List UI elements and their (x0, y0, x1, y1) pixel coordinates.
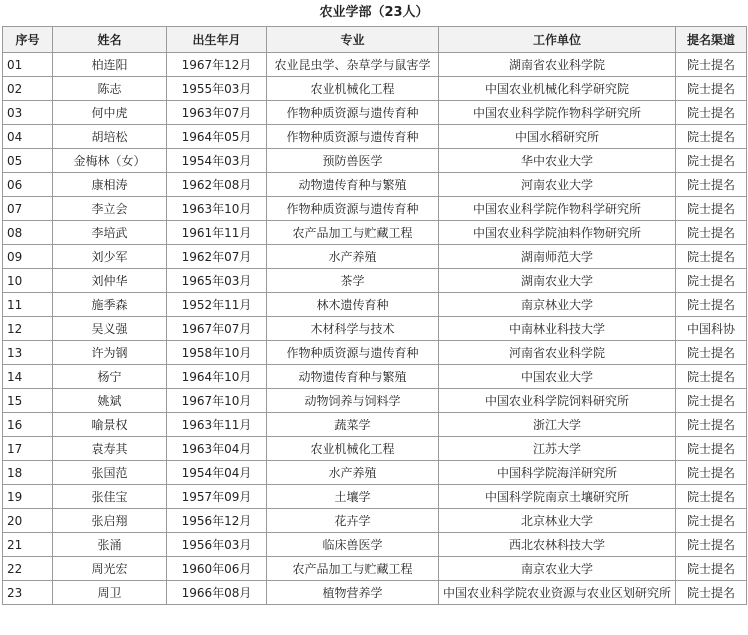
cell-name: 刘仲华 (53, 269, 167, 293)
cell-index: 23 (3, 581, 53, 605)
cell-name: 康相涛 (53, 173, 167, 197)
cell-birth: 1952年11月 (167, 293, 267, 317)
table-row (3, 101, 747, 125)
table-row (3, 557, 747, 581)
cell-channel: 院士提名 (676, 269, 747, 293)
table-row (3, 245, 747, 269)
cell-birth: 1962年08月 (167, 173, 267, 197)
cell-channel: 院士提名 (676, 365, 747, 389)
cell-unit: 中国农业科学院农业资源与农业区划研究所 (439, 581, 676, 605)
cell-birth: 1965年03月 (167, 269, 267, 293)
cell-major: 动物饲养与饲料学 (267, 389, 439, 413)
cell-unit: 南京农业大学 (439, 557, 676, 581)
table-row (3, 149, 747, 173)
cell-unit: 江苏大学 (439, 437, 676, 461)
cell-name: 张涌 (53, 533, 167, 557)
cell-index: 01 (3, 53, 53, 77)
cell-index: 03 (3, 101, 53, 125)
cell-index: 16 (3, 413, 53, 437)
cell-major: 农产品加工与贮藏工程 (267, 221, 439, 245)
cell-birth: 1964年05月 (167, 125, 267, 149)
cell-index: 06 (3, 173, 53, 197)
cell-major: 土壤学 (267, 485, 439, 509)
cell-birth: 1960年06月 (167, 557, 267, 581)
col-header-name: 姓名 (53, 27, 167, 53)
cell-major: 水产养殖 (267, 461, 439, 485)
cell-unit: 华中农业大学 (439, 149, 676, 173)
cell-major: 林木遗传育种 (267, 293, 439, 317)
cell-index: 20 (3, 509, 53, 533)
cell-birth: 1955年03月 (167, 77, 267, 101)
cell-unit: 中国农业大学 (439, 365, 676, 389)
cell-name: 张国范 (53, 461, 167, 485)
cell-name: 金梅林（女） (53, 149, 167, 173)
table-row (3, 509, 747, 533)
cell-channel: 院士提名 (676, 173, 747, 197)
cell-birth: 1954年04月 (167, 461, 267, 485)
cell-unit: 中国科学院南京土壤研究所 (439, 485, 676, 509)
cell-birth: 1964年10月 (167, 365, 267, 389)
cell-channel: 院士提名 (676, 221, 747, 245)
col-header-unit: 工作单位 (439, 27, 676, 53)
cell-channel: 院士提名 (676, 509, 747, 533)
cell-unit: 湖南省农业科学院 (439, 53, 676, 77)
cell-unit: 中国农业科学院作物科学研究所 (439, 197, 676, 221)
cell-major: 农业机械化工程 (267, 77, 439, 101)
table-row (3, 221, 747, 245)
cell-unit: 中南林业科技大学 (439, 317, 676, 341)
table-row (3, 461, 747, 485)
cell-index: 17 (3, 437, 53, 461)
table-row (3, 293, 747, 317)
cell-unit: 中国农业科学院油料作物研究所 (439, 221, 676, 245)
cell-name: 杨宁 (53, 365, 167, 389)
cell-major: 农业机械化工程 (267, 437, 439, 461)
cell-index: 22 (3, 557, 53, 581)
cell-major: 作物种质资源与遗传育种 (267, 197, 439, 221)
cell-name: 施季森 (53, 293, 167, 317)
cell-name: 李培武 (53, 221, 167, 245)
cell-major: 作物种质资源与遗传育种 (267, 125, 439, 149)
cell-channel: 院士提名 (676, 533, 747, 557)
members-table (2, 26, 747, 605)
cell-unit: 西北农林科技大学 (439, 533, 676, 557)
cell-channel: 院士提名 (676, 149, 747, 173)
cell-birth: 1962年07月 (167, 245, 267, 269)
table-row (3, 317, 747, 341)
cell-index: 11 (3, 293, 53, 317)
col-header-index: 序号 (3, 27, 53, 53)
cell-channel: 院士提名 (676, 413, 747, 437)
table-row (3, 341, 747, 365)
cell-channel: 院士提名 (676, 341, 747, 365)
cell-name: 袁寿其 (53, 437, 167, 461)
cell-unit: 南京林业大学 (439, 293, 676, 317)
header-row (3, 27, 747, 53)
cell-name: 张启翔 (53, 509, 167, 533)
cell-major: 木材科学与技术 (267, 317, 439, 341)
cell-name: 周光宏 (53, 557, 167, 581)
table-title: 农业学部（23人） (319, 5, 429, 20)
cell-channel: 院士提名 (676, 485, 747, 509)
cell-index: 12 (3, 317, 53, 341)
cell-unit: 中国水稻研究所 (439, 125, 676, 149)
cell-index: 08 (3, 221, 53, 245)
cell-index: 02 (3, 77, 53, 101)
table-row (3, 413, 747, 437)
cell-birth: 1967年10月 (167, 389, 267, 413)
cell-unit: 中国科学院海洋研究所 (439, 461, 676, 485)
table-row (3, 533, 747, 557)
cell-name: 张佳宝 (53, 485, 167, 509)
cell-index: 05 (3, 149, 53, 173)
cell-name: 陈志 (53, 77, 167, 101)
table-row (3, 269, 747, 293)
cell-major: 植物营养学 (267, 581, 439, 605)
cell-unit: 湖南农业大学 (439, 269, 676, 293)
cell-birth: 1963年11月 (167, 413, 267, 437)
cell-birth: 1966年08月 (167, 581, 267, 605)
cell-index: 09 (3, 245, 53, 269)
cell-major: 农业昆虫学、杂草学与鼠害学 (267, 53, 439, 77)
table-row (3, 485, 747, 509)
cell-index: 14 (3, 365, 53, 389)
cell-major: 作物种质资源与遗传育种 (267, 101, 439, 125)
cell-major: 动物遗传育种与繁殖 (267, 365, 439, 389)
cell-birth: 1963年07月 (167, 101, 267, 125)
cell-major: 动物遗传育种与繁殖 (267, 173, 439, 197)
cell-unit: 河南农业大学 (439, 173, 676, 197)
cell-name: 吴义强 (53, 317, 167, 341)
cell-channel: 院士提名 (676, 461, 747, 485)
cell-major: 花卉学 (267, 509, 439, 533)
cell-unit: 中国农业科学院饲料研究所 (439, 389, 676, 413)
cell-birth: 1967年07月 (167, 317, 267, 341)
cell-channel: 院士提名 (676, 125, 747, 149)
col-header-birth: 出生年月 (167, 27, 267, 53)
table-row (3, 389, 747, 413)
cell-major: 水产养殖 (267, 245, 439, 269)
cell-name: 胡培松 (53, 125, 167, 149)
cell-birth: 1954年03月 (167, 149, 267, 173)
cell-index: 04 (3, 125, 53, 149)
table-row (3, 173, 747, 197)
cell-major: 预防兽医学 (267, 149, 439, 173)
cell-index: 15 (3, 389, 53, 413)
table-row (3, 197, 747, 221)
cell-channel: 院士提名 (676, 437, 747, 461)
cell-index: 10 (3, 269, 53, 293)
cell-unit: 浙江大学 (439, 413, 676, 437)
cell-unit: 河南省农业科学院 (439, 341, 676, 365)
cell-channel: 院士提名 (676, 77, 747, 101)
col-header-major: 专业 (267, 27, 439, 53)
cell-channel: 中国科协 (676, 317, 747, 341)
cell-major: 农产品加工与贮藏工程 (267, 557, 439, 581)
cell-birth: 1963年10月 (167, 197, 267, 221)
cell-birth: 1958年10月 (167, 341, 267, 365)
cell-unit: 中国农业科学院作物科学研究所 (439, 101, 676, 125)
cell-birth: 1957年09月 (167, 485, 267, 509)
cell-channel: 院士提名 (676, 293, 747, 317)
cell-name: 喻景权 (53, 413, 167, 437)
cell-major: 茶学 (267, 269, 439, 293)
cell-major: 蔬菜学 (267, 413, 439, 437)
cell-index: 19 (3, 485, 53, 509)
cell-birth: 1956年03月 (167, 533, 267, 557)
cell-channel: 院士提名 (676, 557, 747, 581)
cell-name: 许为钢 (53, 341, 167, 365)
table-row (3, 125, 747, 149)
cell-channel: 院士提名 (676, 389, 747, 413)
cell-unit: 中国农业机械化科学研究院 (439, 77, 676, 101)
cell-name: 周卫 (53, 581, 167, 605)
cell-birth: 1961年11月 (167, 221, 267, 245)
cell-major: 临床兽医学 (267, 533, 439, 557)
table-row (3, 437, 747, 461)
cell-channel: 院士提名 (676, 53, 747, 77)
table-row (3, 581, 747, 605)
cell-index: 13 (3, 341, 53, 365)
cell-name: 刘少军 (53, 245, 167, 269)
cell-index: 18 (3, 461, 53, 485)
cell-index: 21 (3, 533, 53, 557)
cell-birth: 1967年12月 (167, 53, 267, 77)
cell-name: 柏连阳 (53, 53, 167, 77)
cell-name: 李立会 (53, 197, 167, 221)
table-row (3, 53, 747, 77)
table-row (3, 365, 747, 389)
cell-channel: 院士提名 (676, 197, 747, 221)
cell-birth: 1963年04月 (167, 437, 267, 461)
cell-major: 作物种质资源与遗传育种 (267, 341, 439, 365)
cell-birth: 1956年12月 (167, 509, 267, 533)
cell-unit: 湖南师范大学 (439, 245, 676, 269)
cell-name: 姚斌 (53, 389, 167, 413)
cell-channel: 院士提名 (676, 245, 747, 269)
col-header-channel: 提名渠道 (676, 27, 747, 53)
cell-unit: 北京林业大学 (439, 509, 676, 533)
cell-name: 何中虎 (53, 101, 167, 125)
table-row (3, 77, 747, 101)
cell-channel: 院士提名 (676, 101, 747, 125)
cell-index: 07 (3, 197, 53, 221)
cell-channel: 院士提名 (676, 581, 747, 605)
